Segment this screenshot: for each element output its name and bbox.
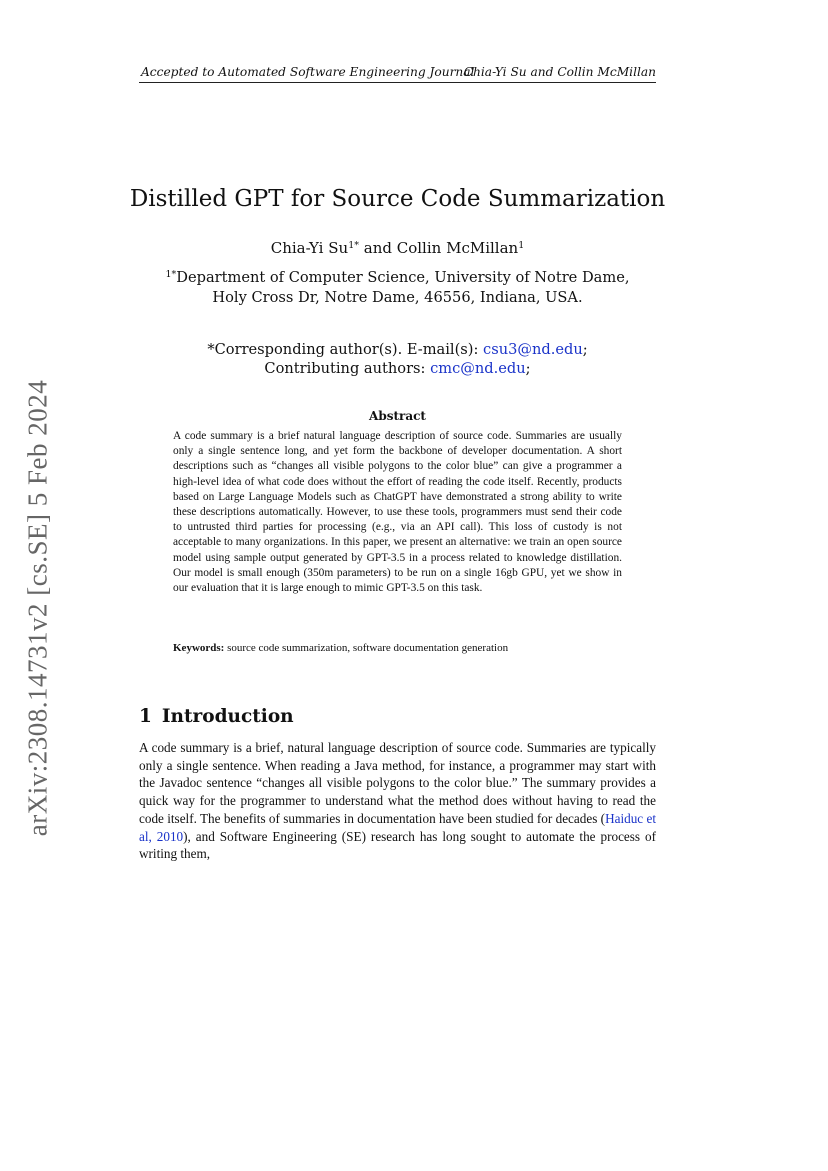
introduction-text [139,739,656,863]
correspondence-label: *Corresponding author(s). E-mail(s): [207,341,484,358]
keywords-text: source code summarization, software documentation generation [224,642,509,654]
section-number: 1 [139,706,152,727]
keywords-label: Keywords: [173,642,225,654]
section-title: Introduction [161,706,294,727]
author-superscript: 1 [518,240,525,251]
section-heading [139,705,294,729]
affiliation-line: Holy Cross Dr, Notre Dame, 46556, Indiana, USA. [212,289,583,306]
affiliation-superscript: 1* [165,269,177,280]
header-authors: Chia-Yi Su and Collin McMillan [463,65,656,79]
correspondence: *Corresponding author(s). E-mail(s): csu3@nd.edu; Contributing authors: cmc@nd.edu; [207,341,588,377]
citation-link[interactable]: Haiduc et al, 2010 [139,810,656,844]
abstract-paragraph: A code summary is a brief natural language description of source code. Summaries are usually only a single sentence long, and yet form the backbone of developer documentation. A short descriptions such as “changes all visible polygons to the color blue” can give a programmer a high-level idea of what code does without the effort of reading the code itself. Recently, products based on Large Language Models such as ChatGPT have demonstrated a strong ability to write these descriptions automatically. However, to use these tools, programmers must send their code to untrusted third parties for processing (e.g., via an API call). This loss of custody is not acceptable to many organizations. In this paper, we present an alternative: we train an open source model using sample output generated by GPT-3.5 in a process related to knowledge distillation. Our model is small enough (350m parameters) to be run on a single 16gb GPU, yet we show in our evaluation that it is large enough to mimic GPT-3.5 on this task. [173,430,622,595]
author-conjunction: and [359,239,397,257]
author-name: Collin McMillan [396,239,519,257]
email-link[interactable]: csu3@nd.edu [483,341,583,358]
header-journal: Accepted to Automated Software Engineering Journal [141,65,475,79]
paper-title: Distilled GPT for Source Code Summarization [129,186,666,212]
running-header [139,63,656,83]
author-line [0,238,795,258]
keywords [173,641,622,656]
affiliation [0,268,795,308]
author-superscript: 1* [348,240,359,251]
email-link[interactable]: cmc@nd.edu [430,360,526,377]
author-name: Chia-Yi Su [270,239,349,257]
contributing-label: Contributing authors: [264,360,431,377]
abstract-heading: Abstract [369,409,426,423]
body-paragraph: A code summary is a brief, natural language description of source code. Summaries are typically only a single sentence. When reading a Java method, for instance, a programmer may start with the Javadoc sentence “changes all visible polygons to the color blue.” The summary provides a quick way for the programmer to understand what the method does without having to read the code itself. The benefits of summaries in documentation have been studied for decades (Haiduc et al, 2010), and Software Engineering (SE) research has long sought to automate the process of writing them, [139,740,656,862]
arxiv-side-label: arXiv:2308.14731v2 [cs.SE] 5 Feb 2024 [22,379,53,837]
affiliation-line: Department of Computer Science, University of Notre Dame, [176,269,630,286]
abstract-text [173,429,622,596]
